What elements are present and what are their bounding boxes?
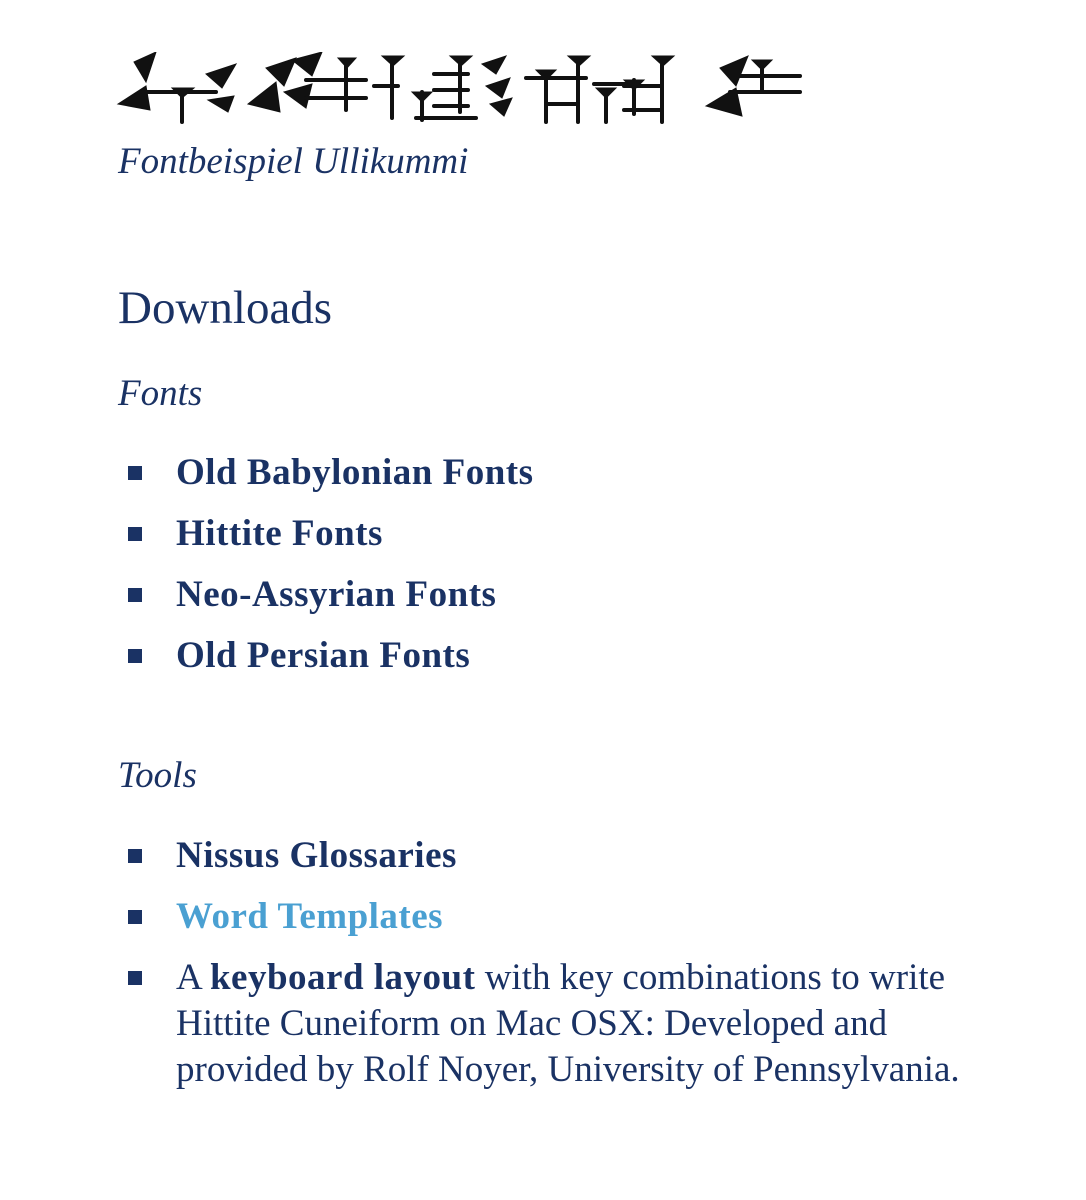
keyboard-layout-description [176,957,960,1090]
keyboard-layout-link[interactable]: keyboard layout [209,957,476,998]
bullet-icon [128,466,142,480]
bullet-icon [128,527,142,541]
bullet-icon [128,849,142,863]
bullet-icon [128,588,142,602]
image-caption: Fontbeispiel Ullikummi [118,141,469,182]
keyboard-suffix-text: with key combinations to write Hittite Cuneiform on Mac OSX: Developed and provided by Rolf Noyer, University of Pennsylvania. [176,957,960,1090]
list-item [0,511,976,557]
bullet-icon [128,649,142,663]
list-item [0,633,976,679]
cuneiform-sample-image [116,52,802,126]
old-babylonian-fonts-link[interactable]: Old Babylonian Fonts [176,452,534,493]
neo-assyrian-fonts-link[interactable]: Neo-Assyrian Fonts [176,574,497,615]
downloads-heading: Downloads [118,282,333,334]
word-templates-link[interactable]: Word Templates [176,896,444,937]
fonts-list [0,450,976,694]
list-item [0,894,976,940]
hittite-fonts-link[interactable]: Hittite Fonts [176,513,383,554]
bullet-icon [128,971,142,985]
list-item [0,450,976,496]
keyboard-prefix-text: A [176,957,210,998]
old-persian-fonts-link[interactable]: Old Persian Fonts [176,635,471,676]
list-item [0,572,976,618]
nissus-glossaries-link[interactable]: Nissus Glossaries [176,835,457,876]
fonts-heading: Fonts [118,373,203,414]
list-item [0,955,976,1093]
tools-list [0,833,976,1108]
list-item [0,833,976,879]
bullet-icon [128,910,142,924]
tools-heading: Tools [118,755,197,796]
